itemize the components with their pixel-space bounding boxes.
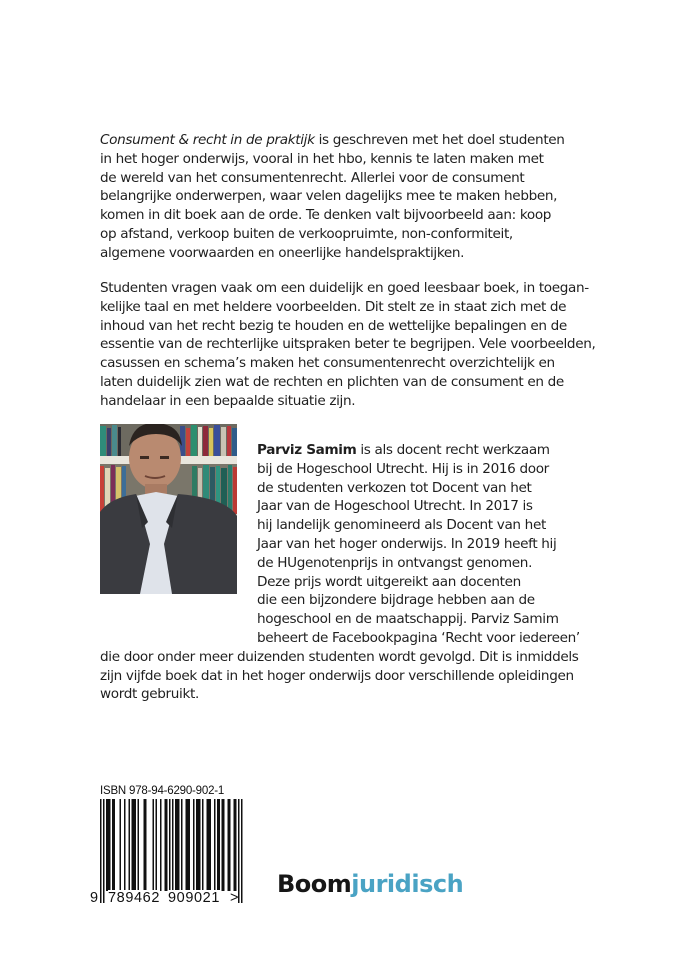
bio-line: die door onder meer duizenden studenten wordt gevolgd. Dit is inmiddels — [100, 648, 579, 665]
barcode-bar — [120, 799, 122, 891]
barcode-digits-group-2: 909021 — [168, 890, 220, 906]
barcode-bar — [186, 799, 188, 891]
bio-line: hij landelijk genomineerd als Docent van het — [257, 517, 546, 534]
barcode-bar — [198, 799, 200, 891]
barcode-bar — [187, 799, 189, 891]
barcode-bar — [165, 799, 167, 891]
bio-line: wordt gebruikt. — [100, 686, 199, 703]
bio-line: die een bijzondere bijdrage hebben aan de — [257, 592, 535, 609]
author-bio — [100, 441, 600, 704]
barcode-bar — [144, 799, 146, 891]
blurb-line: laten duidelijk zien wat de rechten en plichten van de consument en de — [100, 373, 564, 390]
blurb-line: essentie van de rechterlijke uitspraken beter te begrijpen. Vele voorbeelden, — [100, 336, 596, 353]
barcode-bar — [199, 799, 201, 891]
blurb-text: is geschreven met het doel studenten — [314, 132, 565, 148]
publisher-logo-part-2: juridisch — [351, 870, 464, 898]
barcode-bar — [108, 799, 110, 891]
barcode-bar — [219, 799, 221, 891]
barcode-lead-digit: 9 — [90, 890, 99, 906]
barcode-bar — [132, 799, 134, 891]
barcode-bar — [166, 799, 168, 891]
barcode-bar — [160, 799, 162, 891]
blurb-line: de wereld van het consumentenrecht. Allerlei voor de consument — [100, 169, 525, 186]
barcode-digits-group-1: 789462 — [108, 890, 160, 906]
barcode-bar — [189, 799, 191, 891]
publisher-logo — [277, 870, 463, 898]
blurb-line: Studenten vragen vaak om een duidelijk en goed leesbaar boek, in toegan- — [100, 280, 589, 296]
bio-text: is als docent recht werkzaam — [356, 442, 550, 458]
isbn-label: ISBN 978-94-6290-902-1 — [100, 785, 225, 797]
publisher-logo-part-1: Boom — [277, 870, 352, 898]
barcode-bar — [112, 799, 114, 891]
barcode-bar — [234, 799, 236, 891]
barcode-bar — [135, 799, 137, 891]
barcode-bar — [114, 799, 116, 891]
barcode-guard-bar — [169, 799, 171, 903]
bio-line: de studenten verkozen tot Docent van het — [257, 479, 532, 496]
blurb-line: belangrijke onderwerpen, waar velen dagelijks mee te maken hebben, — [100, 188, 558, 205]
blurb-line: op afstand, verkoop buiten de verkoopruimte, non-conformiteit, — [100, 225, 513, 242]
barcode-bar — [222, 799, 224, 891]
barcode-bar — [181, 799, 183, 891]
bio-line: beheert de Facebookpagina ‘Recht voor iedereen’ — [257, 629, 580, 646]
bio-line: Deze prijs wordt uitgereikt aan docenten — [257, 573, 521, 590]
blurb-paragraph-1 — [100, 131, 600, 263]
barcode-bar — [229, 799, 231, 891]
author-name: Parviz Samim — [257, 442, 357, 458]
bio-line: hogeschool en de maatschappij. Parviz Samim — [257, 611, 559, 628]
barcode-guard-bar — [100, 799, 102, 903]
barcode-guard-bar — [103, 799, 105, 903]
barcode-bar — [235, 799, 237, 891]
bio-line: bij de Hogeschool Utrecht. Hij is in 2016 door — [257, 460, 549, 477]
blurb-paragraph-2 — [100, 279, 600, 411]
blurb-line: inhoud van het recht bezig te houden en de wettelijke bepalingen en de — [100, 317, 567, 334]
blurb-line: algemene voorwaarden en oneerlijke handelspraktijken. — [100, 244, 465, 261]
barcode-bar — [145, 799, 147, 891]
barcode-bar — [228, 799, 230, 891]
barcode-bar — [156, 799, 158, 891]
barcode-bar — [193, 799, 195, 891]
barcode-bar — [175, 799, 177, 891]
barcode-bar — [177, 799, 179, 891]
barcode-guard-bar — [238, 799, 240, 903]
bio-line: zijn vijfde boek dat in het hoger onderwijs door verschillende opleidingen — [100, 667, 574, 684]
barcode-guard-bar — [172, 799, 174, 903]
barcode-bar — [153, 799, 155, 891]
barcode-quiet-zone-marker: > — [230, 890, 239, 906]
barcode-bar — [124, 799, 126, 891]
barcode-bar — [133, 799, 135, 891]
bio-line — [100, 441, 600, 460]
barcode-bar — [106, 799, 108, 891]
barcode-guard-bar — [241, 799, 243, 903]
bio-line: Jaar van het hoger onderwijs. In 2019 heeft hij — [257, 535, 557, 552]
blurb-line — [100, 131, 600, 150]
bio-line: de HUgenotenprijs in ontvangst genomen. — [257, 554, 533, 571]
barcode-bar — [202, 799, 204, 891]
barcode-bar — [196, 799, 198, 891]
blurb-line: kelijke taal en met heldere voorbeelden. Dit stelt ze in staat zich met de — [100, 298, 567, 315]
barcode-bar — [210, 799, 212, 891]
blurb-line: casussen en schema’s maken het consumentenrecht overzichtelijk en — [100, 355, 555, 372]
barcode-bar — [208, 799, 210, 891]
barcode-bar — [223, 799, 225, 891]
barcode-bar — [109, 799, 111, 891]
barcode-bar — [138, 799, 140, 891]
blurb-line: in het hoger onderwijs, vooral in het hbo, kennis te laten maken met — [100, 150, 544, 167]
barcode-bar — [178, 799, 180, 891]
barcode-bar — [214, 799, 216, 891]
book-title: Consument & recht in de praktijk — [100, 132, 315, 148]
blurb-line: komen in dit boek aan de orde. Te denken valt bijvoorbeeld aan: koop — [100, 207, 552, 224]
barcode-bar — [129, 799, 131, 891]
barcode-bar — [207, 799, 209, 891]
barcode-bar — [217, 799, 219, 891]
bio-line: Jaar van de Hogeschool Utrecht. In 2017 is — [257, 498, 533, 515]
blurb-line: handelaar in een bepaalde situatie zijn. — [100, 392, 356, 409]
